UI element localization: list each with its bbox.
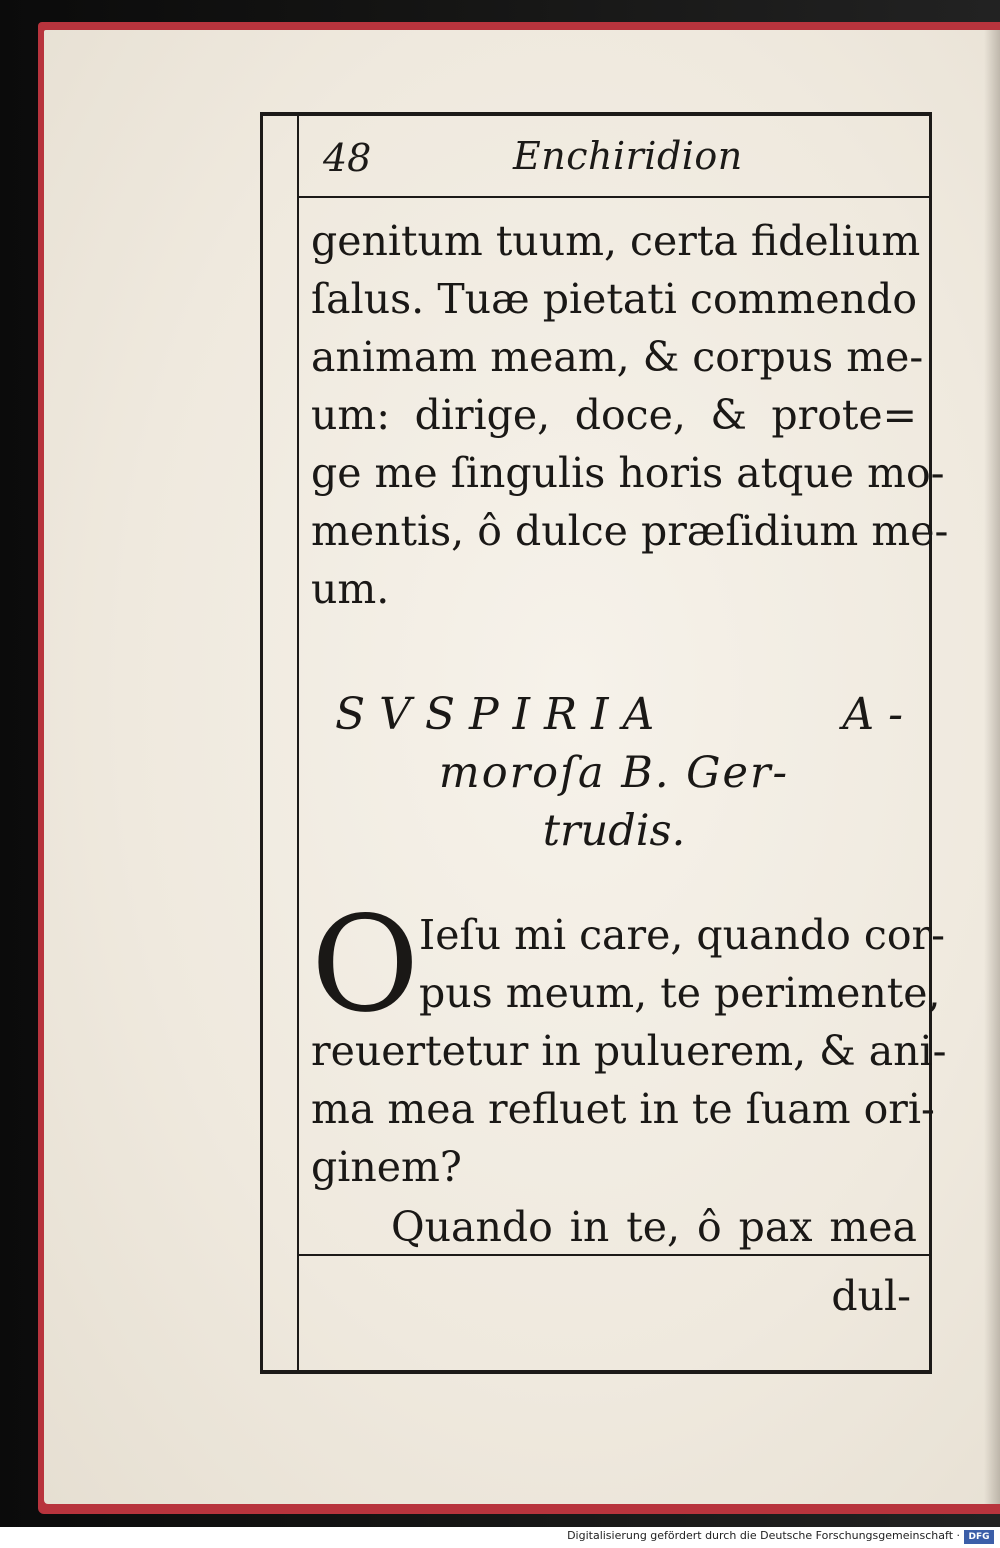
- page-number: 48: [323, 136, 372, 180]
- paragraph-1: [311, 212, 949, 618]
- gutter-shadow: [984, 30, 1000, 1504]
- text-frame: [260, 112, 949, 1374]
- text-line: ma mea refluet in te ſuam ori-: [311, 1085, 935, 1133]
- text-line: mentis, ô dulce præſidium me-: [311, 507, 949, 555]
- text-line: pus meum, te perimente,: [419, 969, 941, 1017]
- paragraph-3: [311, 1198, 917, 1256]
- catchword: dul-: [831, 1272, 911, 1320]
- frame-inner-rule: [297, 116, 299, 1370]
- heading-line-1: SVSPIRIA A-: [335, 689, 917, 740]
- section-heading: [311, 686, 917, 860]
- header-rule: [297, 196, 929, 198]
- dfg-logo-icon: DFG: [964, 1530, 994, 1544]
- heading-line-2: moroſa B. Ger-: [438, 748, 790, 798]
- heading-line-3: trudis.: [542, 806, 686, 856]
- text-line: ſalus. Tuæ pietati commendo: [311, 275, 917, 323]
- text-line: reuertetur in puluerem, & ani-: [311, 1027, 947, 1075]
- text-line: Ieſu mi care, quando cor-: [419, 911, 945, 959]
- running-head: Enchiridion: [513, 134, 743, 178]
- text-line: ge me ſingulis horis atque mo-: [311, 449, 945, 497]
- digitization-footer: [0, 1527, 1000, 1548]
- paragraph-2: [311, 888, 947, 1196]
- text-line: ginem?: [311, 1143, 462, 1191]
- text-line: Quando in te, ô pax mea: [391, 1203, 917, 1251]
- text-line: animam meam, & corpus me-: [311, 333, 924, 381]
- book-page: [44, 30, 1000, 1504]
- funding-credit: Digitalisierung gefördert durch die Deutsche Forschungsgemeinschaft ·: [567, 1529, 960, 1542]
- text-line: um.: [311, 565, 390, 613]
- text-line: um: dirige, doce, & prote=: [311, 391, 917, 439]
- text-line: genitum tuum, certa fidelium: [311, 217, 921, 265]
- drop-capital: O: [311, 888, 420, 1042]
